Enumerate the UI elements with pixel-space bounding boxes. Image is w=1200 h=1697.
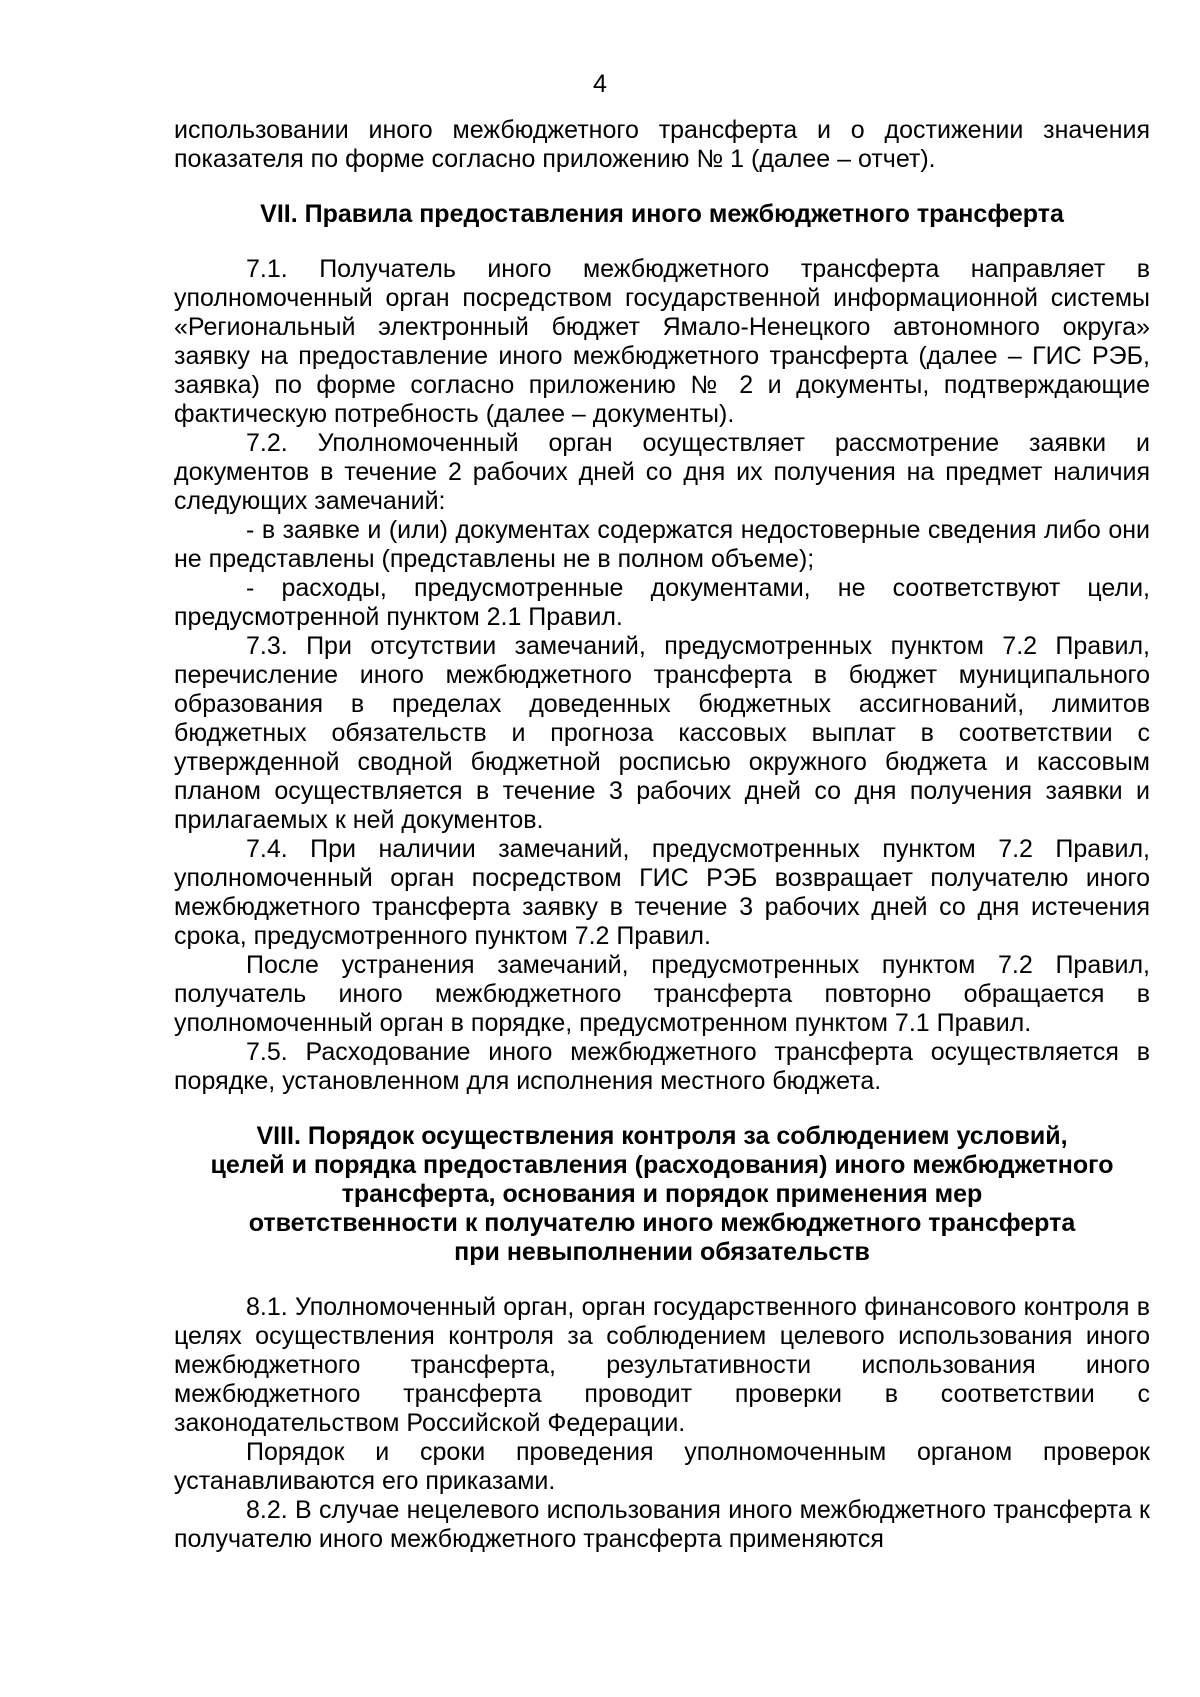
paragraph-7-4: 7.4. При наличии замечаний, предусмотренных пунктом 7.2 Правил, уполномоченный орган посредством ГИС РЭБ возвращает получателю иного межбюджетного трансферта заявку в течение 3 рабочих дней со дня истечения срока, предусмотренного пунктом 7.2 Правил. xyxy=(174,835,1150,950)
list-item-expenses-mismatch: - расходы, предусмотренные документами, не соответствуют цели, предусмотренной пунктом 2.1 Правил. xyxy=(174,574,1150,631)
list-item-incomplete-documents: - в заявке и (или) документах содержатся недостоверные сведения либо они не представлены (представлены не в полном объеме); xyxy=(174,516,1150,573)
paragraph-7-2: 7.2. Уполномоченный орган осуществляет рассмотрение заявки и документов в течение 2 рабочих дней со дня их получения на предмет наличия следующих замечаний: xyxy=(174,429,1150,515)
paragraph-7-1: 7.1. Получатель иного межбюджетного трансферта направляет в уполномоченный орган посредством государственной информационной системы «Региональный электронный бюджет Ямало-Ненецкого автономного округа» заявку на предоставление иного межбюджетного трансферта (далее – ГИС РЭБ, заявка) по форме согласно приложению № 2 и документы, подтверждающие фактическую потребность (далее – документы). xyxy=(174,255,1150,428)
paragraph-8-1-continuation: Порядок и сроки проведения уполномоченным органом проверок устанавливаются его приказами. xyxy=(174,1438,1150,1495)
paragraph-8-2: 8.2. В случае нецелевого использования иного межбюджетного трансферта к получателю иного межбюджетного трансферта применяются xyxy=(174,1496,1150,1553)
paragraph-7-5: 7.5. Расходование иного межбюджетного трансферта осуществляется в порядке, установленном для исполнения местного бюджета. xyxy=(174,1038,1150,1095)
paragraph-7-4-continuation: После устранения замечаний, предусмотренных пунктом 7.2 Правил, получатель иного межбюджетного трансферта повторно обращается в уполномоченный орган в порядке, предусмотренном пунктом 7.1 Правил. xyxy=(174,951,1150,1037)
section-8-heading xyxy=(174,1122,1150,1267)
section-8-heading-line: при невыполнении обязательств xyxy=(454,1238,870,1266)
section-8-heading-line: ответственности к получателю иного межбюджетного трансферта xyxy=(248,1209,1076,1237)
paragraph-7-3: 7.3. При отсутствии замечаний, предусмотренных пунктом 7.2 Правил, перечисление иного межбюджетного трансферта в бюджет муниципального образования в пределах доведенных бюджетных ассигнований, лимитов бюджетных обязательств и прогноза кассовых выплат в соответствии с утвержденной сводной бюджетной росписью окружного бюджета и кассовым планом осуществляется в течение 3 рабочих дней со дня получения заявки и прилагаемых к ней документов. xyxy=(174,632,1150,834)
paragraph-8-1: 8.1. Уполномоченный орган, орган государственного финансового контроля в целях осуществления контроля за соблюдением целевого использования иного межбюджетного трансферта, результативности использования иного межбюджетного трансферта проводит проверки в соответствии с законодательством Российской Федерации. xyxy=(174,1293,1150,1437)
section-8-heading-line: целей и порядка предоставления (расходования) иного межбюджетного xyxy=(210,1151,1114,1179)
section-8-heading-line: трансферта, основания и порядок применения мер xyxy=(341,1180,983,1208)
document-body xyxy=(174,116,1150,1554)
page-number: 4 xyxy=(593,70,607,98)
intro-paragraph: использовании иного межбюджетного трансферта и о достижении значения показателя по форме согласно приложению № 1 (далее – отчет). xyxy=(174,116,1150,173)
section-7-heading: VII. Правила предоставления иного межбюджетного трансферта xyxy=(260,200,1064,228)
section-8-heading-line: VIII. Порядок осуществления контроля за соблюдением условий, xyxy=(256,1122,1068,1150)
